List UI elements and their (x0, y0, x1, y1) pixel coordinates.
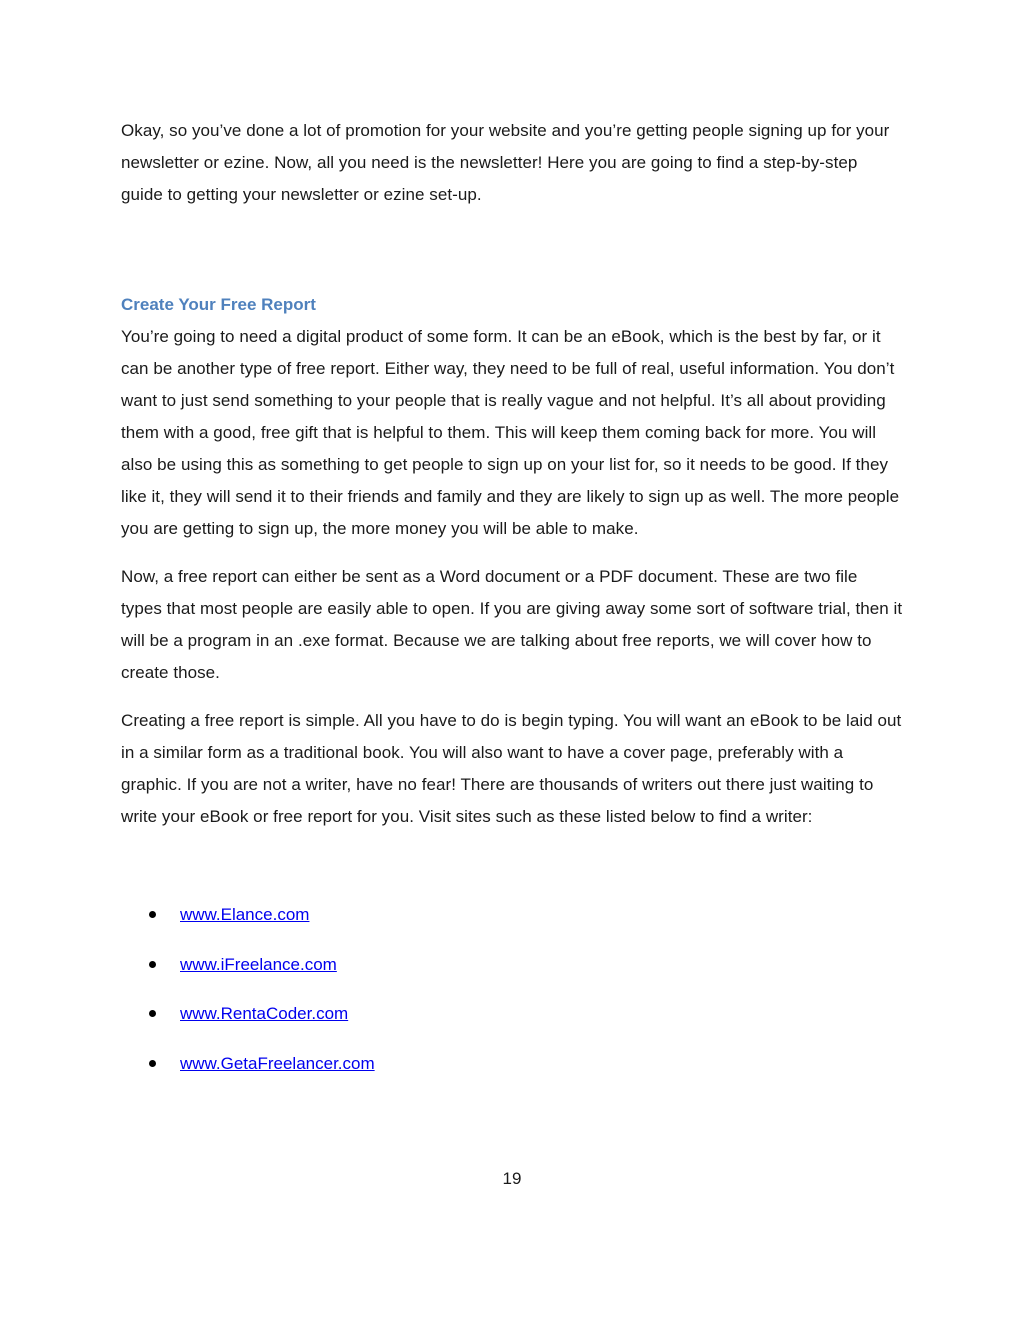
body-paragraph-2: Now, a free report can either be sent as a Word document or a PDF document. These are two file types that most people are easily able to open. If you are giving away some sort of software trial, then it will be a program in an .exe format. Because we are talking about free reports, we will cover how to create those. (121, 567, 903, 682)
section-heading: Create Your Free Report (121, 295, 316, 314)
link-ifreelance[interactable]: www.iFreelance.com (180, 954, 337, 974)
body-paragraph-1: You’re going to need a digital product of some form. It can be an eBook, which is the best by far, or it can be another type of free report. Either way, they need to be full of real, useful information. You don’t want to just send something to your people that is really vague and not helpful. It’s all about providing them with a good, free gift that is helpful to them. This will keep them coming back for more. You will also be using this as something to get people to sign up on your list for, so it needs to be good. If they like it, they will send it to their friends and family and they are likely to sign up as well. The more people you are getting to sign up, the more money you will be able to make. (121, 327, 900, 538)
writer-sites-list (121, 900, 903, 1078)
intro-paragraph: Okay, so you’ve done a lot of promotion for your website and you’re getting people signing up for your newsletter or ezine. Now, all you need is the newsletter! Here you are going to find a step-by-step guide to getting your newsletter or ezine set-up. (121, 121, 890, 204)
link-getafreelancer[interactable]: www.GetaFreelancer.com (180, 1053, 375, 1073)
list-item (121, 999, 903, 1028)
list-item (121, 950, 903, 979)
page-number: 19 (502, 1169, 522, 1188)
list-item (121, 900, 903, 929)
list-item (121, 1049, 903, 1078)
body-paragraph-3: Creating a free report is simple. All you have to do is begin typing. You will want an eBook to be laid out in a similar form as a traditional book. You will also want to have a cover page, preferably with a graphic. If you are not a writer, have no fear! There are thousands of writers out there just waiting to write your eBook or free report for you. Visit sites such as these listed below to find a writer: (121, 711, 902, 826)
link-elance[interactable]: www.Elance.com (180, 905, 310, 924)
document-page (121, 115, 903, 1098)
bullet-icon (149, 1060, 156, 1067)
bullet-icon (149, 961, 156, 968)
bullet-icon (149, 1010, 156, 1017)
link-rentacoder[interactable]: www.RentaCoder.com (180, 1004, 349, 1023)
bullet-icon (149, 911, 156, 918)
